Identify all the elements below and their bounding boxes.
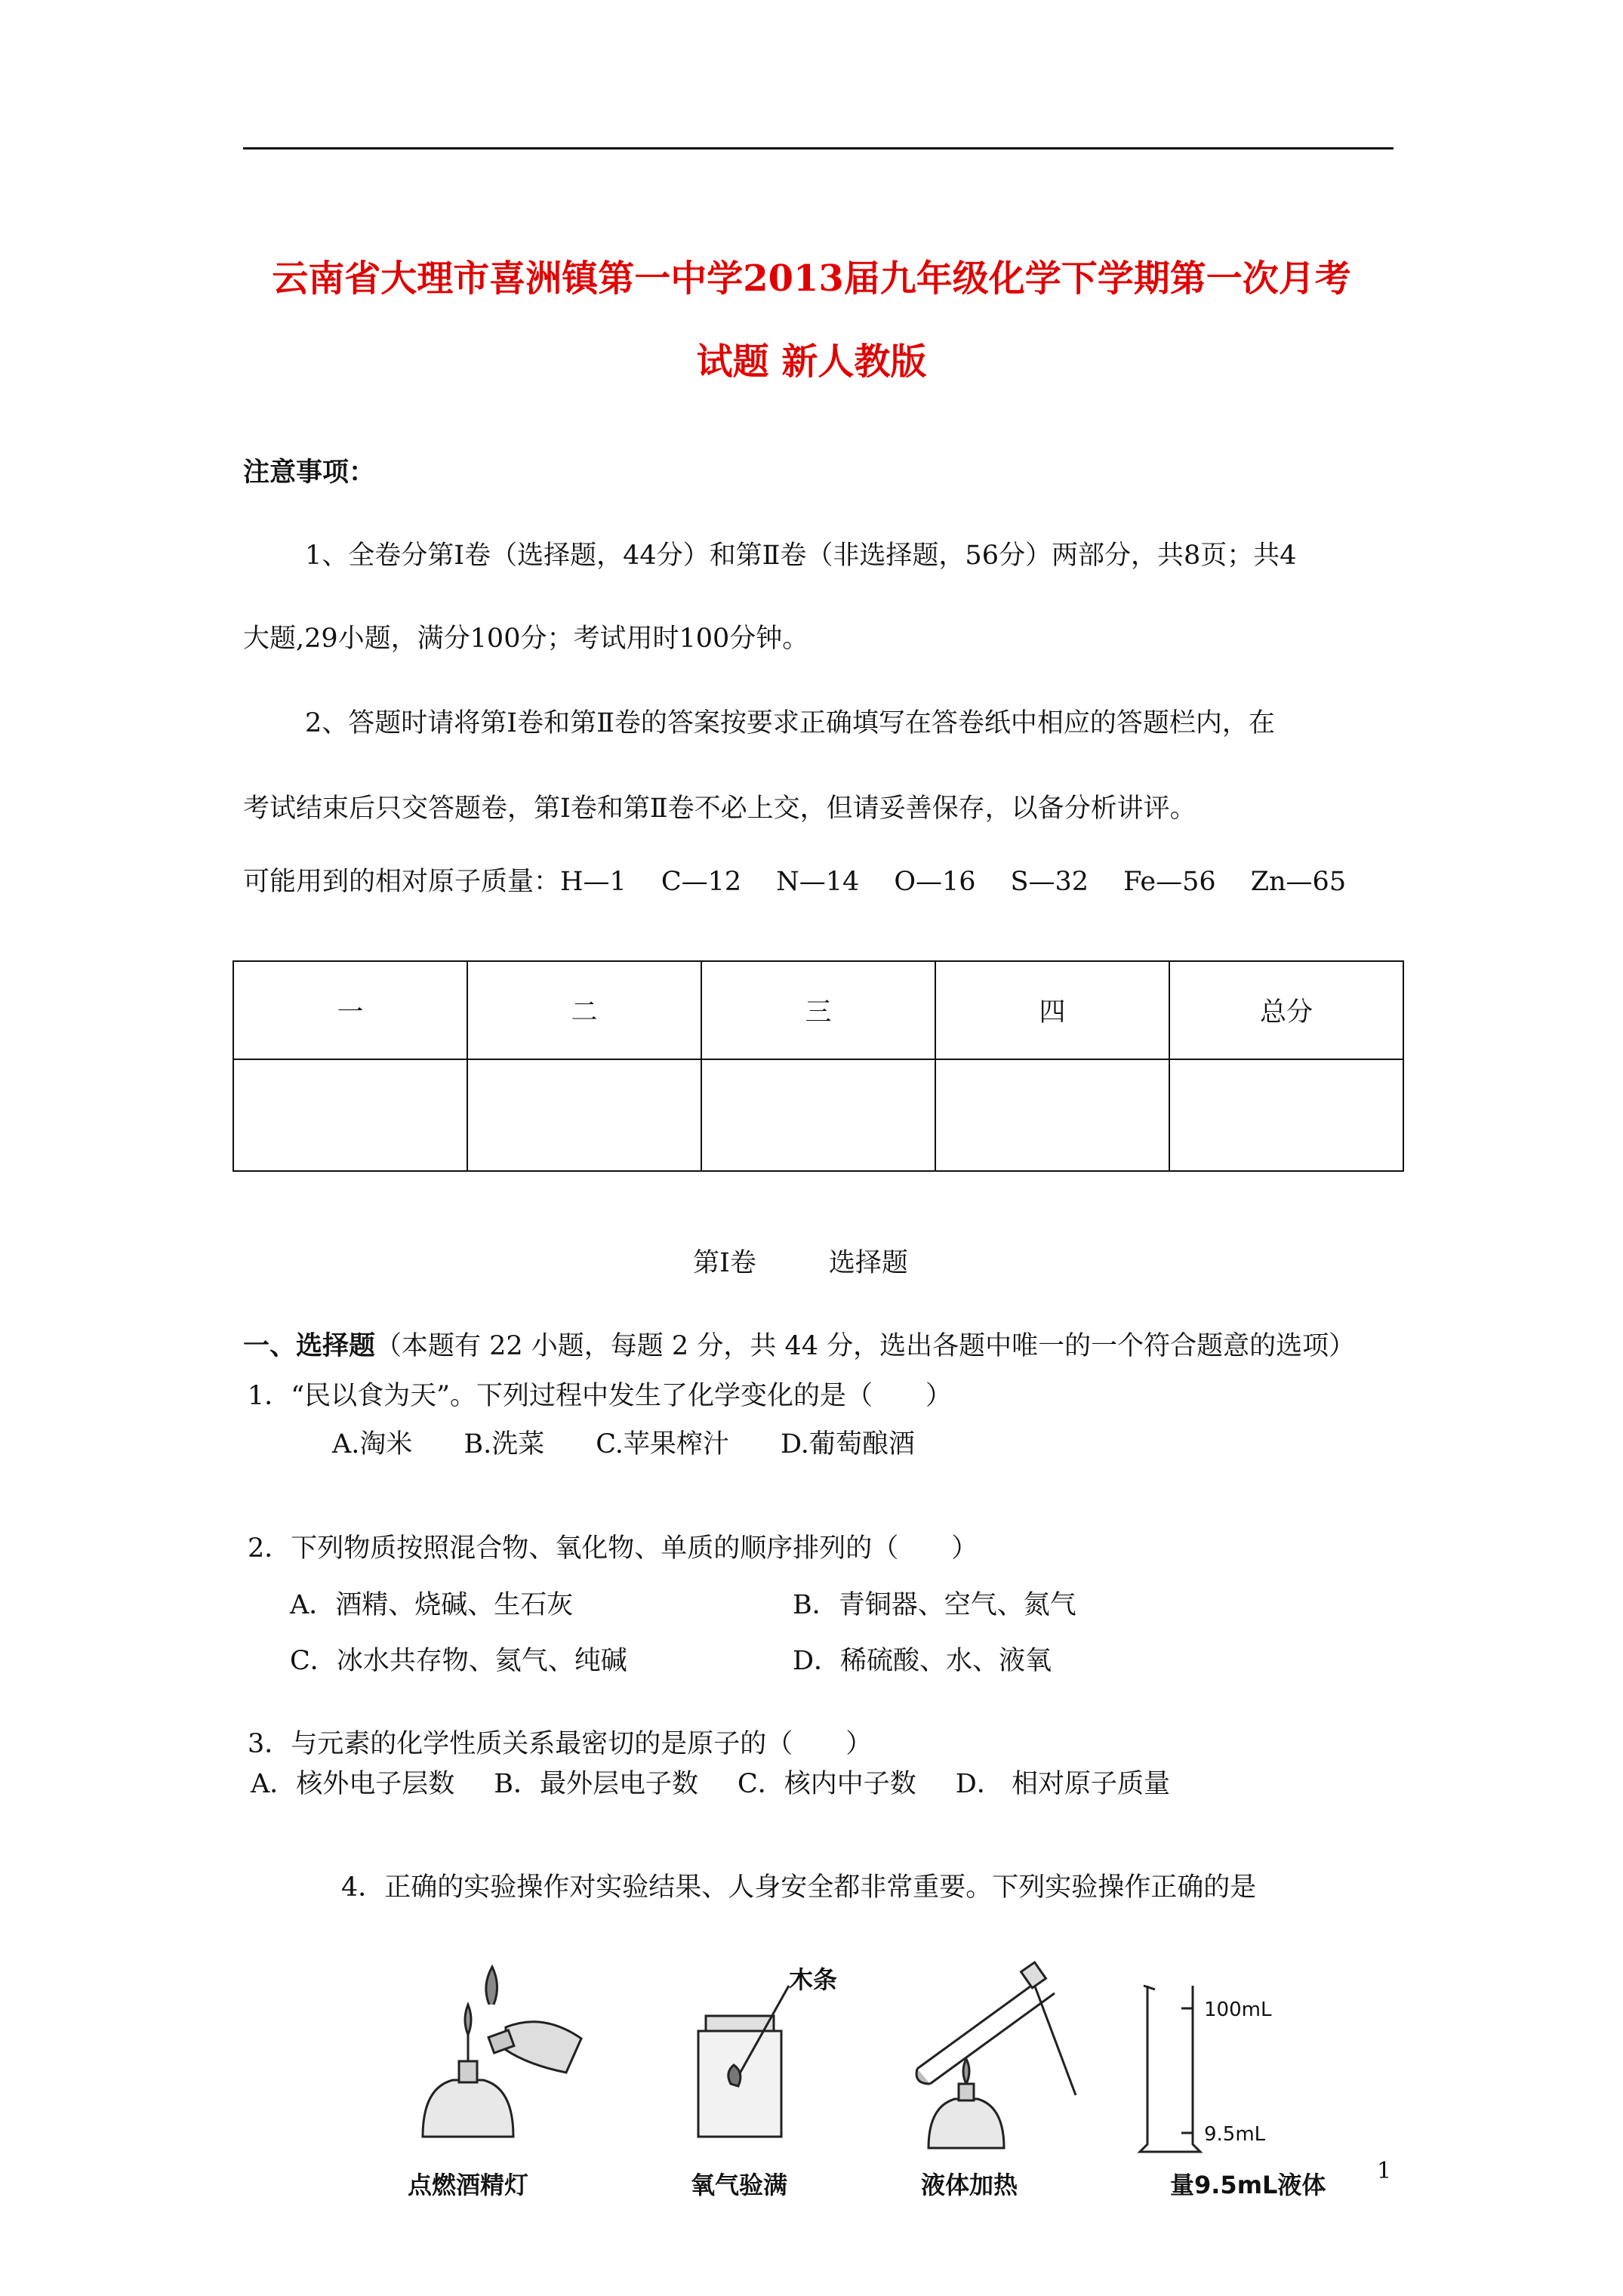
figure-label-1: 点燃酒精灯 xyxy=(408,2171,529,2199)
score-table xyxy=(233,960,1404,1172)
cylinder-95-mark: 9.5mL xyxy=(1204,2123,1266,2146)
atomic-mass-line xyxy=(243,861,1346,898)
atomic-mass-c: C—12 xyxy=(661,867,742,897)
score-cell-1[interactable] xyxy=(233,1059,467,1171)
notice-heading: 注意事项： xyxy=(243,457,376,488)
atomic-mass-n: N—14 xyxy=(776,867,860,897)
q1-option-d[interactable]: D.葡萄酿酒 xyxy=(780,1429,915,1459)
liquid-heating-figure xyxy=(916,1962,1076,2148)
atomic-mass-o: O—16 xyxy=(894,867,976,897)
question-1-options xyxy=(332,1423,915,1461)
figure-label-3: 液体加热 xyxy=(921,2171,1018,2199)
score-header-total: 总分 xyxy=(1169,961,1403,1059)
figure-label-2: 氧气验满 xyxy=(691,2171,788,2199)
score-header-2: 二 xyxy=(467,961,701,1059)
exam-title-line1: 云南省大理市喜洲镇第一中学2013届九年级化学下学期第一次月考 xyxy=(272,257,1351,300)
section1-heading-bold: 一、选择题 xyxy=(243,1330,376,1361)
q3-option-a[interactable]: A．核外电子层数 xyxy=(251,1769,455,1799)
notice-item1-line1: 1、全卷分第Ⅰ卷（选择题，44分）和第Ⅱ卷（非选择题，56分）两部分，共8页；共4 xyxy=(305,541,1297,571)
score-cell-2[interactable] xyxy=(467,1059,701,1171)
notice-item1-line2: 大题,29小题，满分100分；考试用时100分钟。 xyxy=(243,624,809,654)
alcohol-lamp-figure xyxy=(423,1967,581,2137)
question-2-stem: 2．下列物质按照混合物、氧化物、单质的顺序排列的（ ） xyxy=(248,1533,978,1564)
score-table-value-row xyxy=(233,1059,1403,1171)
q1-option-a[interactable]: A.淘米 xyxy=(332,1429,413,1459)
score-cell-3[interactable] xyxy=(701,1059,935,1171)
graduated-cylinder-figure xyxy=(1140,1986,1200,2152)
question-3-stem: 3．与元素的化学性质关系最密切的是原子的（ ） xyxy=(248,1729,873,1759)
section1-title-part2: 选择题 xyxy=(828,1248,908,1278)
notice-item2-line2: 考试结束后只交答题卷，第Ⅰ卷和第Ⅱ卷不必上交，但请妥善保存，以备分析讲评。 xyxy=(243,794,1196,824)
q3-option-d[interactable]: D． 相对原子质量 xyxy=(955,1769,1170,1799)
q2-option-c[interactable]: C．冰水共存物、氦气、纯碱 xyxy=(290,1646,627,1676)
score-header-3: 三 xyxy=(701,961,935,1059)
q3-option-c[interactable]: C．核内中子数 xyxy=(738,1769,916,1799)
q2-option-a[interactable]: A．酒精、烧碱、生石灰 xyxy=(290,1590,574,1620)
atomic-mass-zn: Zn—65 xyxy=(1250,867,1347,897)
cylinder-top-mark: 100mL xyxy=(1204,1999,1272,2021)
section1-heading-rest: （本题有 22 小题，每题 2 分，共 44 分，选出各题中唯一的一个符合题意的选项） xyxy=(375,1331,1356,1361)
lab-operations-figure xyxy=(393,1944,1359,2216)
exam-title-line2: 试题 新人教版 xyxy=(696,341,927,383)
score-cell-total[interactable] xyxy=(1169,1059,1403,1171)
atomic-mass-h: H—1 xyxy=(560,867,627,897)
score-table-header-row xyxy=(233,961,1403,1059)
q2-option-b[interactable]: B．青铜器、空气、氮气 xyxy=(793,1590,1076,1620)
wood-stick-label: 木条 xyxy=(789,1965,838,1994)
figure-label-4: 量9.5mL液体 xyxy=(1170,2171,1326,2199)
oxygen-test-figure xyxy=(698,1986,789,2137)
q1-option-b[interactable]: B.洗菜 xyxy=(463,1429,545,1459)
score-cell-4[interactable] xyxy=(935,1059,1169,1171)
q1-option-c[interactable]: C.苹果榨汁 xyxy=(596,1429,729,1459)
section1-title-part1: 第Ⅰ卷 xyxy=(693,1248,756,1278)
header-rule xyxy=(243,147,1394,149)
score-header-1: 一 xyxy=(233,961,467,1059)
q3-option-b[interactable]: B．最外层电子数 xyxy=(494,1769,699,1799)
notice-item2-line1: 2、答题时请将第Ⅰ卷和第Ⅱ卷的答案按要求正确填写在答卷纸中相应的答题栏内，在 xyxy=(305,708,1275,738)
atomic-mass-s: S—32 xyxy=(1010,867,1089,897)
q2-option-d[interactable]: D．稀硫酸、水、液氧 xyxy=(793,1646,1052,1676)
page-number: 1 xyxy=(1377,2158,1392,2184)
question-1-stem: 1．“民以食为天”。下列过程中发生了化学变化的是（ ） xyxy=(248,1381,953,1411)
atomic-mass-fe: Fe—56 xyxy=(1123,867,1216,897)
question-4-stem: 4．正确的实验操作对实验结果、人身安全都非常重要。下列实验操作正确的是 xyxy=(341,1872,1257,1903)
section1-heading xyxy=(243,1325,1355,1363)
question-3-options xyxy=(251,1763,1170,1801)
atomic-mass-label: 可能用到的相对原子质量： xyxy=(243,867,561,897)
section1-title xyxy=(693,1242,908,1280)
score-header-4: 四 xyxy=(935,961,1169,1059)
